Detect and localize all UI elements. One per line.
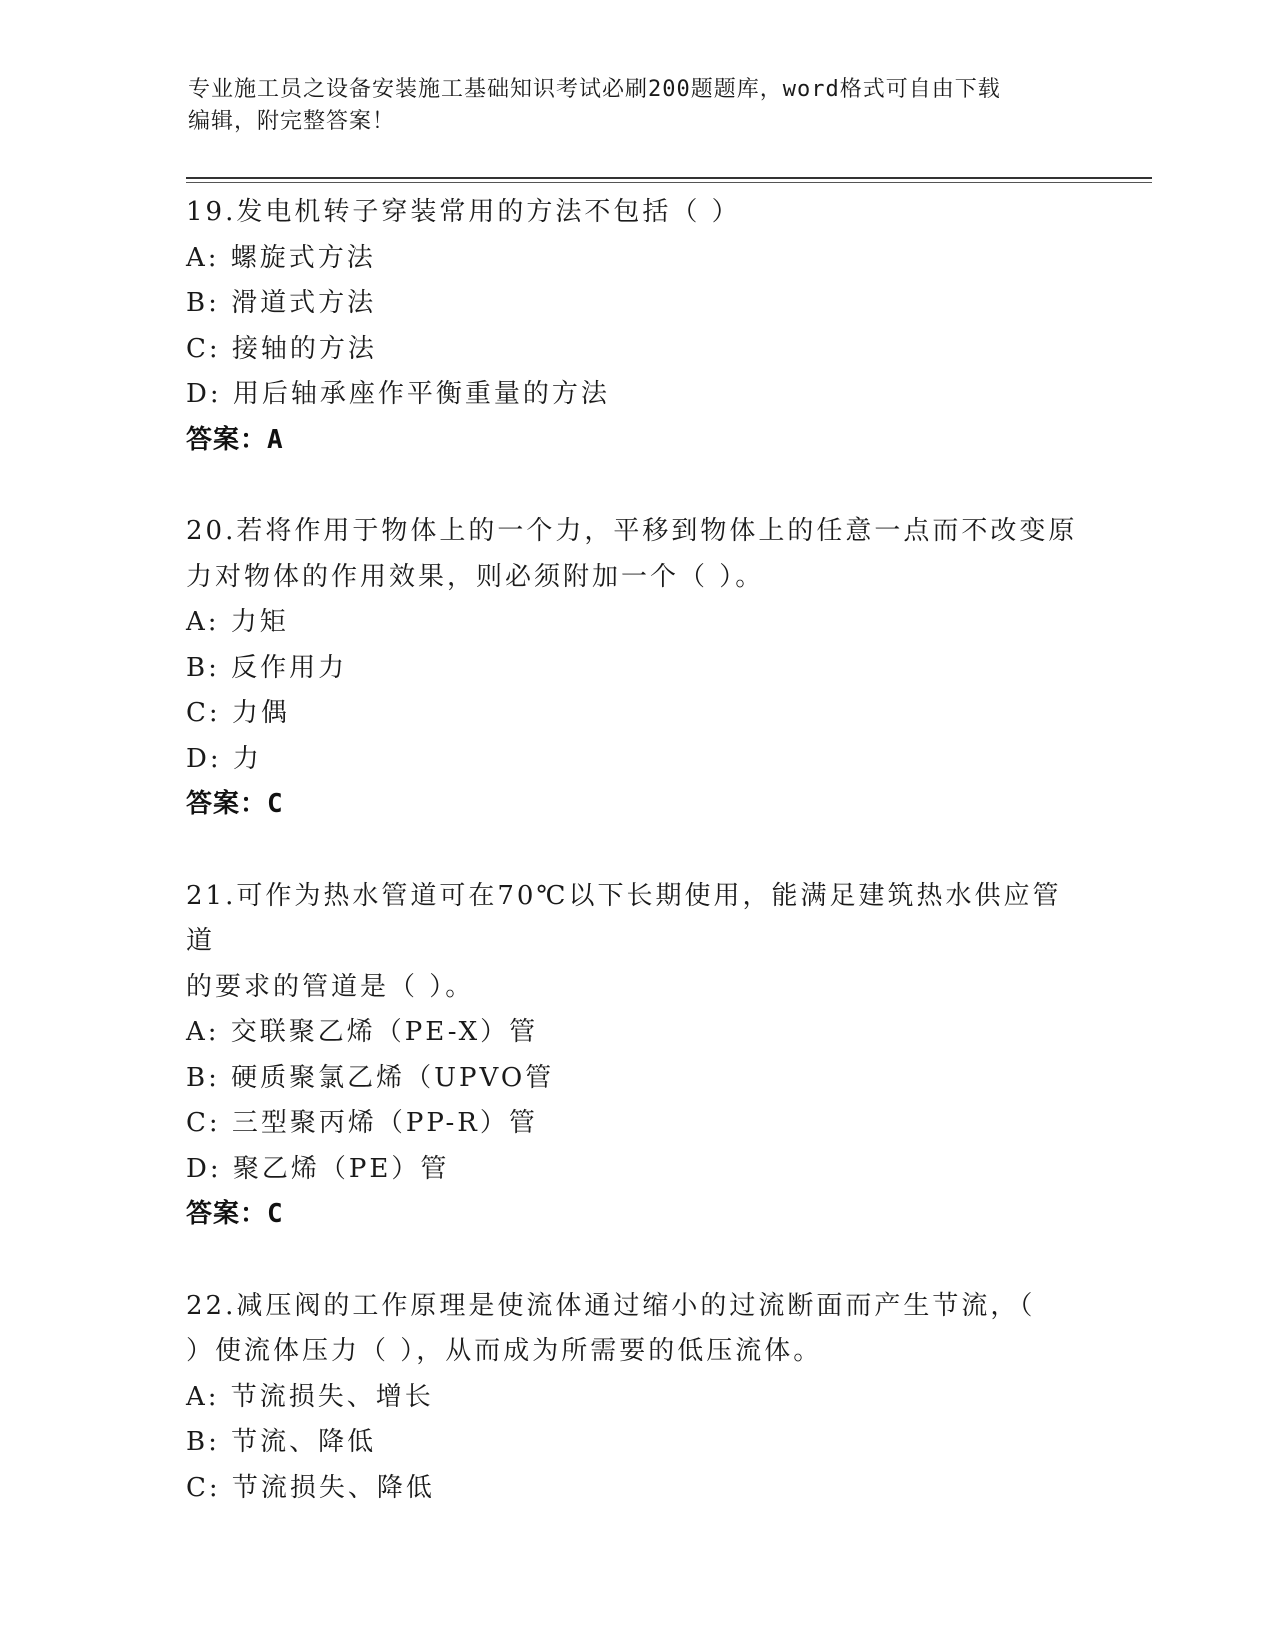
option-b: B: 滑道式方法 xyxy=(186,288,377,318)
question-stem-continued: 的要求的管道是（ ）。 xyxy=(186,971,475,1002)
option-c: C: 节流损失、降低 xyxy=(186,1472,435,1503)
option-a: A: 力矩 xyxy=(186,607,289,637)
question-stem: 22.减压阀的工作原理是使流体通过缩小的过流断面而产生节流，（ xyxy=(186,1290,1036,1321)
option-c: C: 接轴的方法 xyxy=(186,333,377,364)
answer-label: 答案：C xyxy=(186,789,284,819)
option-c: C: 三型聚丙烯（PP-R）管 xyxy=(186,1108,538,1138)
question-stem: 19.发电机转子穿装常用的方法不包括（ ） xyxy=(186,197,741,227)
option-a: A: 节流损失、增长 xyxy=(186,1381,434,1412)
question-stem: 20.若将作用于物体上的一个力，平移到物体上的任意一点而不改变原 xyxy=(186,516,1078,546)
option-d: D: 聚乙烯（PE）管 xyxy=(186,1153,450,1184)
document-header xyxy=(188,74,1088,138)
option-d: D: 力 xyxy=(186,743,262,774)
question-22 xyxy=(186,1284,1086,1512)
question-21 xyxy=(186,874,1086,1238)
header-divider xyxy=(186,177,1152,179)
option-a: A: 交联聚乙烯（PE-X）管 xyxy=(186,1017,539,1047)
header-line-2: 编辑，附完整答案！ xyxy=(188,109,396,134)
option-c: C: 力偶 xyxy=(186,698,290,728)
question-19 xyxy=(186,190,1086,463)
question-stem-continued: 力对物体的作用效果，则必须附加一个（ ）。 xyxy=(186,561,765,592)
option-b: B: 节流、降低 xyxy=(186,1427,377,1457)
option-a: A: 螺旋式方法 xyxy=(186,242,376,273)
question-stem-continued: ）使流体压力（ ），从而成为所需要的低压流体。 xyxy=(186,1336,823,1366)
option-b: B: 硬质聚氯乙烯（UPVO管 xyxy=(186,1062,555,1093)
header-divider-thin xyxy=(186,182,1152,183)
question-stem: 21.可作为热水管道可在70℃以下长期使用，能满足建筑热水供应管道 xyxy=(186,880,1062,956)
answer-label: 答案：A xyxy=(186,424,284,455)
question-list xyxy=(186,190,1086,1557)
question-20 xyxy=(186,509,1086,828)
header-line-1: 专业施工员之设备安装施工基础知识考试必刷200题题库，word格式可自由下载 xyxy=(188,77,1001,102)
answer-label: 答案：C xyxy=(186,1199,284,1229)
option-b: B: 反作用力 xyxy=(186,652,348,683)
option-d: D: 用后轴承座作平衡重量的方法 xyxy=(186,379,610,409)
